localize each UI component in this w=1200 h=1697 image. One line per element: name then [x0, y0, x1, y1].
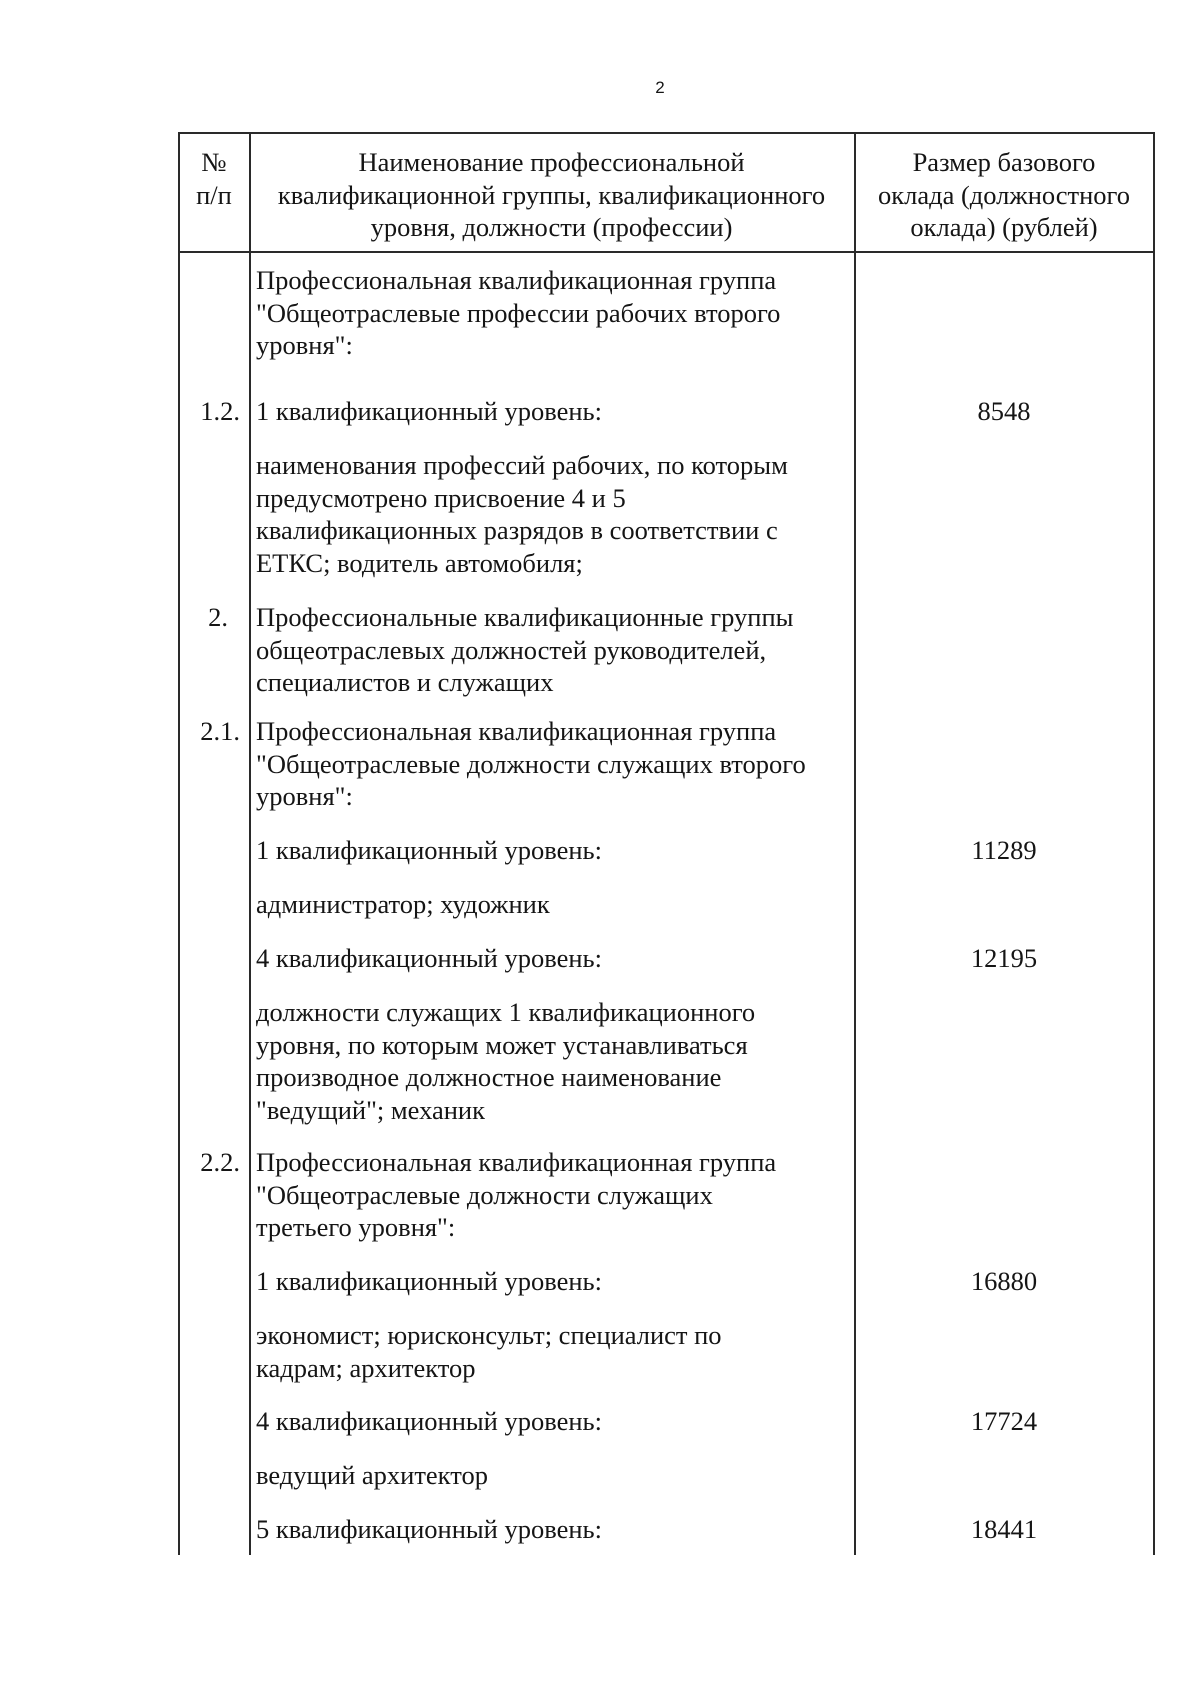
row-number: 2.2. — [200, 1147, 240, 1177]
row-number: 2. — [208, 602, 228, 632]
row-text: Профессиональная квалификационная группа "Общеотраслевые должности служащих третьего уровня": — [256, 1147, 777, 1242]
row-salary: 8548 — [977, 396, 1031, 426]
table-top-border — [178, 132, 1154, 134]
table-left-border — [178, 132, 180, 1555]
table-right-border — [1153, 132, 1155, 1555]
page-number: 2 — [655, 78, 665, 97]
row-text: ведущий архитектор — [256, 1460, 488, 1490]
row-text: Профессиональные квалификационные группы общеотраслевых должностей руководителей, специалистов и служащих — [256, 602, 794, 697]
header-salary: Размер базового оклада (должностного оклада) (рублей) — [877, 147, 1131, 242]
row-text: наименования профессий рабочих, по которым предусмотрено присвоение 4 и 5 квалификационных разрядов в соответствии с ЕТКС; водитель автомобиля; — [256, 450, 788, 578]
row-text: экономист; юрисконсульт; специалист по кадрам; архитектор — [256, 1320, 722, 1383]
row-number: 2.1. — [200, 716, 240, 746]
header-bottom-border — [178, 251, 1154, 253]
row-salary: 12195 — [970, 943, 1038, 973]
row-text: 4 квалификационный уровень: — [256, 1406, 602, 1436]
row-salary: 11289 — [971, 835, 1037, 865]
row-text: 1 квалификационный уровень: — [256, 835, 602, 865]
row-salary: 16880 — [970, 1266, 1038, 1296]
row-text: Профессиональная квалификационная группа "Общеотраслевые должности служащих второго уровня": — [256, 716, 806, 811]
row-text: 5 квалификационный уровень: — [256, 1514, 602, 1544]
row-salary: 17724 — [970, 1406, 1038, 1436]
row-text: Профессиональная квалификационная группа "Общеотраслевые профессии рабочих второго уровня": — [256, 265, 781, 360]
column-divider-1 — [249, 132, 251, 1555]
row-text: администратор; художник — [256, 889, 550, 919]
row-text: должности служащих 1 квалификационного уровня, по которым может устанавливаться производное должностное наименование "ведущий"; механик — [256, 997, 756, 1125]
row-number: 1.2. — [200, 396, 240, 426]
header-number: № п/п — [196, 147, 232, 210]
row-text: 1 квалификационный уровень: — [256, 1266, 602, 1296]
row-text: 1 квалификационный уровень: — [256, 396, 602, 426]
row-text: 4 квалификационный уровень: — [256, 943, 602, 973]
row-salary: 18441 — [970, 1514, 1038, 1544]
header-name: Наименование профессиональной квалификационной группы, квалификационного уровня, должности (профессии) — [277, 147, 826, 242]
